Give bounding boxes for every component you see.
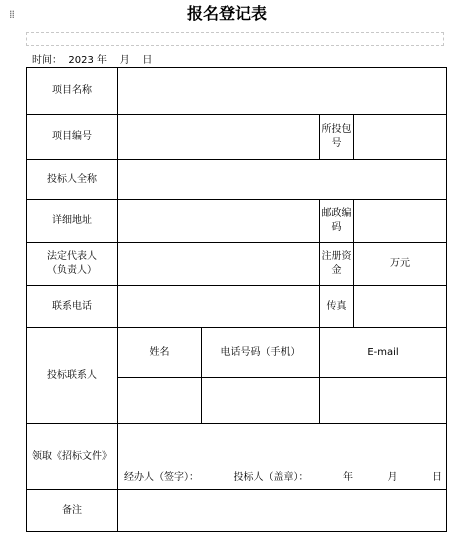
collect-signature-cell[interactable] (118, 424, 447, 490)
legal-rep-value[interactable] (118, 243, 320, 286)
package-value[interactable] (354, 115, 447, 160)
page-title: 报名登记表 (186, 4, 267, 23)
table-row (27, 200, 447, 243)
contact-name-value[interactable] (118, 378, 202, 424)
bidder-seal-label: 投标人（盖章）： (233, 472, 309, 483)
fax-label: 传真 (320, 286, 354, 328)
bidder-full-name-label: 投标人全称 (27, 160, 118, 200)
registration-form-table (26, 67, 447, 532)
postcode-value[interactable] (354, 200, 447, 243)
project-name-value[interactable] (118, 68, 447, 115)
contact-phone-header: 电话号码（手机） (202, 328, 320, 378)
capital-value[interactable] (354, 243, 447, 286)
legal-rep-label-line1: 法定代表人 (47, 251, 97, 262)
remarks-value[interactable] (118, 490, 447, 532)
table-row (27, 490, 447, 532)
signature-line (124, 471, 442, 485)
date-line: 时间： 2023 年 月 日 (32, 55, 153, 66)
year-label: 年 (343, 472, 353, 483)
bidder-full-name-value[interactable] (118, 160, 447, 200)
table-row (27, 286, 447, 328)
table-move-handle-icon[interactable]: ⁞⁞ (9, 8, 14, 21)
collect-label: 领取《招标文件》 (27, 424, 118, 490)
legal-rep-label-line2: （负责人） (47, 265, 97, 276)
phone-label: 联系电话 (27, 286, 118, 328)
handler-sign-label: 经办人（签字）： (124, 472, 199, 483)
fax-value[interactable] (354, 286, 447, 328)
package-label: 所投包号 (320, 115, 354, 160)
project-number-value[interactable] (118, 115, 320, 160)
contact-email-header: E-mail (320, 328, 447, 378)
legal-rep-label (27, 243, 118, 286)
day-label: 日 (432, 472, 442, 483)
postcode-label: 邮政编码 (320, 200, 354, 243)
table-row (27, 243, 447, 286)
table-row (27, 328, 447, 378)
contact-phone-value[interactable] (202, 378, 320, 424)
table-row (27, 424, 447, 490)
address-value[interactable] (118, 200, 320, 243)
table-row (27, 115, 447, 160)
address-label: 详细地址 (27, 200, 118, 243)
remarks-label: 备注 (27, 490, 118, 532)
contact-name-header: 姓名 (118, 328, 202, 378)
phone-value[interactable] (118, 286, 320, 328)
project-number-label: 项目编号 (27, 115, 118, 160)
project-name-label: 项目名称 (27, 68, 118, 115)
contact-email-value[interactable] (320, 378, 447, 424)
table-row (27, 160, 447, 200)
header-placeholder-box (26, 32, 444, 46)
table-row (27, 68, 447, 115)
capital-unit: 万元 (390, 258, 410, 269)
capital-label: 注册资金 (320, 243, 354, 286)
contact-label: 投标联系人 (27, 328, 118, 424)
month-label: 月 (387, 472, 398, 483)
